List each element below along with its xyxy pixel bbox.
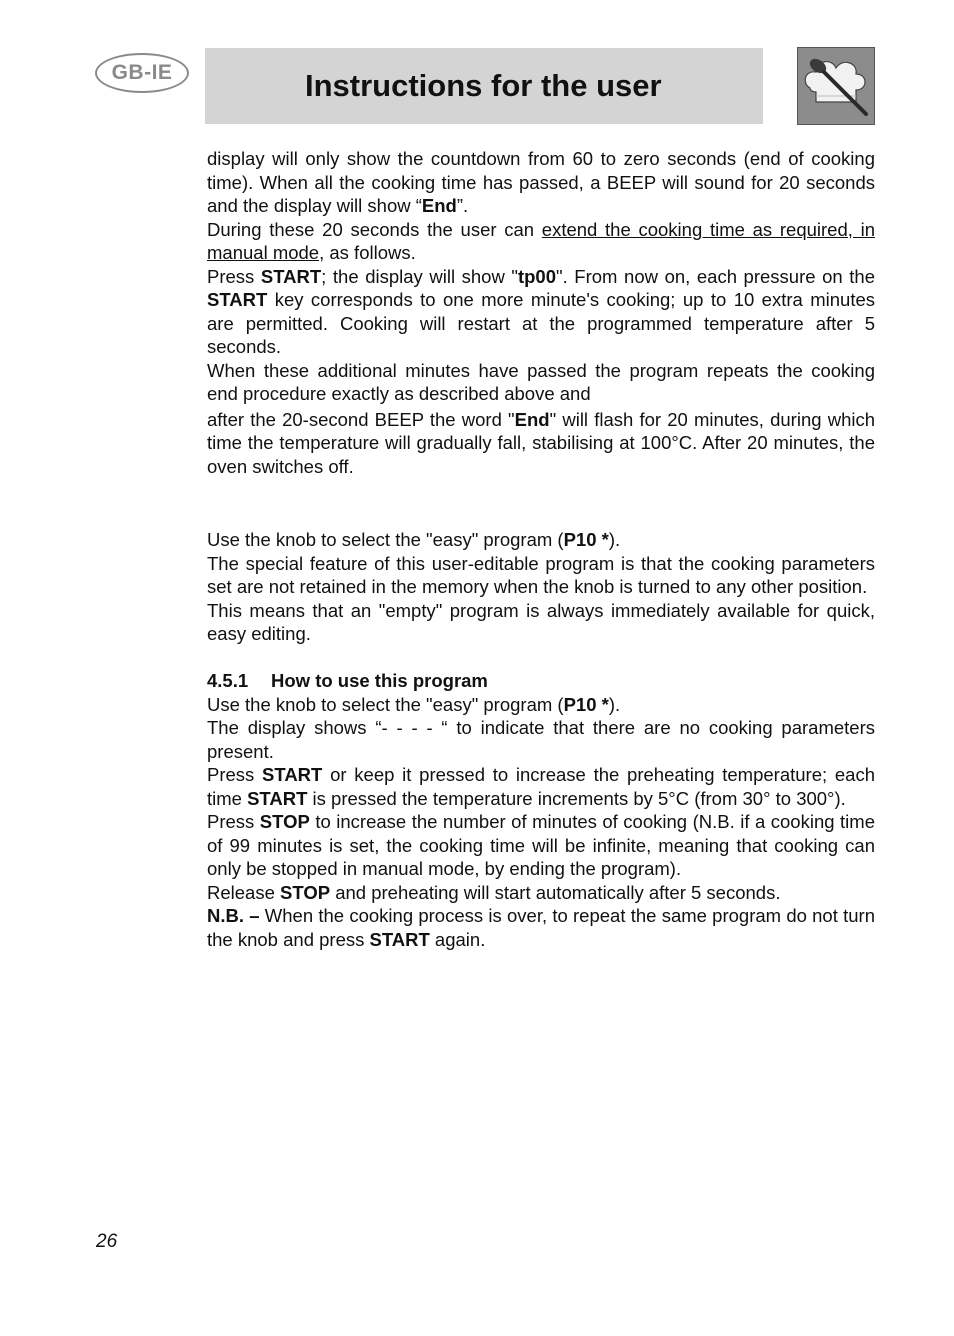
section-number: 4.5.1: [207, 669, 249, 691]
bold-text: START: [207, 289, 268, 310]
text: Use the knob to select the "easy" program (: [207, 529, 564, 550]
text: When these additional minutes have passed the program repeats the cooking end procedure exactly as described above and: [207, 359, 875, 404]
text: display will only show the countdown from 60 to zero seconds (end of cooking time). When all the cooking time has passed, a BEEP will sound for 20 seconds and the display will show “: [207, 148, 875, 216]
bold-text: STOP: [259, 811, 310, 832]
paragraph: [207, 147, 875, 218]
paragraph: [207, 408, 875, 479]
paragraph: [207, 359, 875, 406]
text: again.: [429, 928, 486, 950]
bold-text: tp00: [517, 265, 557, 287]
text: ; the display will show ": [321, 265, 518, 287]
text: This means that an "empty" program is always immediately available for quick, easy editing.: [207, 599, 875, 644]
content: [207, 147, 875, 951]
text: to increase the number of minutes of cooking (N.B. if a cooking time of 99 minutes is set, the cooking time will be infinite, meaning that cooking can only be stopped in manual mode, by ending the program).: [207, 811, 875, 879]
text: is pressed the temperature increments by 5°C (from 30° to 300°).: [307, 787, 846, 809]
text: Use the knob to select the "easy" program (: [207, 693, 564, 715]
section-heading: [207, 669, 875, 693]
text: after the 20-second BEEP the word ": [207, 408, 515, 430]
bold-text: START: [247, 787, 308, 809]
bold-text: End: [421, 195, 457, 216]
paragraph: [207, 218, 875, 265]
bold-text: START: [262, 764, 323, 785]
text: Press: [207, 811, 260, 832]
bold-text: STOP: [280, 881, 331, 903]
text: ).: [608, 693, 621, 715]
text: or keep it pressed to increase the preheating temperature; each time: [207, 764, 875, 809]
badge-label: GB-IE: [111, 61, 173, 84]
page-title: Instructions for the user: [305, 68, 662, 103]
text: Press: [207, 265, 261, 287]
text: " will flash for 20 minutes, during which time the temperature will gradually fall, stabilising at 100°C. After 20 minutes, the oven switches off.: [207, 408, 876, 477]
bold-text: P10 *: [563, 693, 609, 715]
paragraph: [207, 763, 875, 810]
underlined-text: extend the cooking time as required, in manual mode: [207, 218, 875, 263]
bold-text: End: [514, 408, 550, 430]
text: key corresponds to one more minute's cooking; up to 10 extra minutes are permitted. Cooking will restart at the programmed temperature after 5 seconds.: [207, 289, 875, 357]
bold-text: P10 *: [563, 529, 609, 550]
paragraph: [207, 599, 875, 646]
header-banner: [205, 48, 763, 124]
text: , as follows.: [319, 242, 416, 263]
chef-hat-spoon-icon: [797, 47, 875, 125]
text: ).: [608, 529, 621, 550]
paragraph: [207, 716, 875, 763]
paragraph: [207, 528, 875, 552]
paragraph: [207, 904, 875, 951]
text: ". From now on, each pressure on the: [556, 265, 875, 287]
gb-ie-badge: [95, 53, 189, 93]
bold-text: N.B. –: [207, 905, 260, 926]
text: During these 20 seconds the user can: [207, 218, 542, 240]
text: ”.: [456, 195, 469, 216]
page-number: 26: [96, 1231, 118, 1252]
paragraph: [207, 552, 875, 599]
section-title: How to use this program: [271, 669, 488, 691]
text: When the cooking process is over, to repeat the same program do not turn the knob and press: [207, 905, 875, 950]
text: Release: [207, 881, 281, 903]
text: The display shows “- - - - “ to indicate that there are no cooking parameters present.: [207, 717, 875, 762]
text: The special feature of this user-editable program is that the cooking parameters set are not retained in the memory when the knob is turned to any other position.: [207, 552, 875, 597]
paragraph: [207, 881, 875, 905]
paragraph: [207, 265, 875, 359]
text: Press: [207, 764, 263, 785]
text: and preheating will start automatically after 5 seconds.: [330, 881, 781, 903]
bold-text: START: [369, 928, 430, 950]
paragraph: [207, 693, 875, 717]
paragraph: [207, 810, 875, 881]
bold-text: START: [260, 265, 322, 287]
